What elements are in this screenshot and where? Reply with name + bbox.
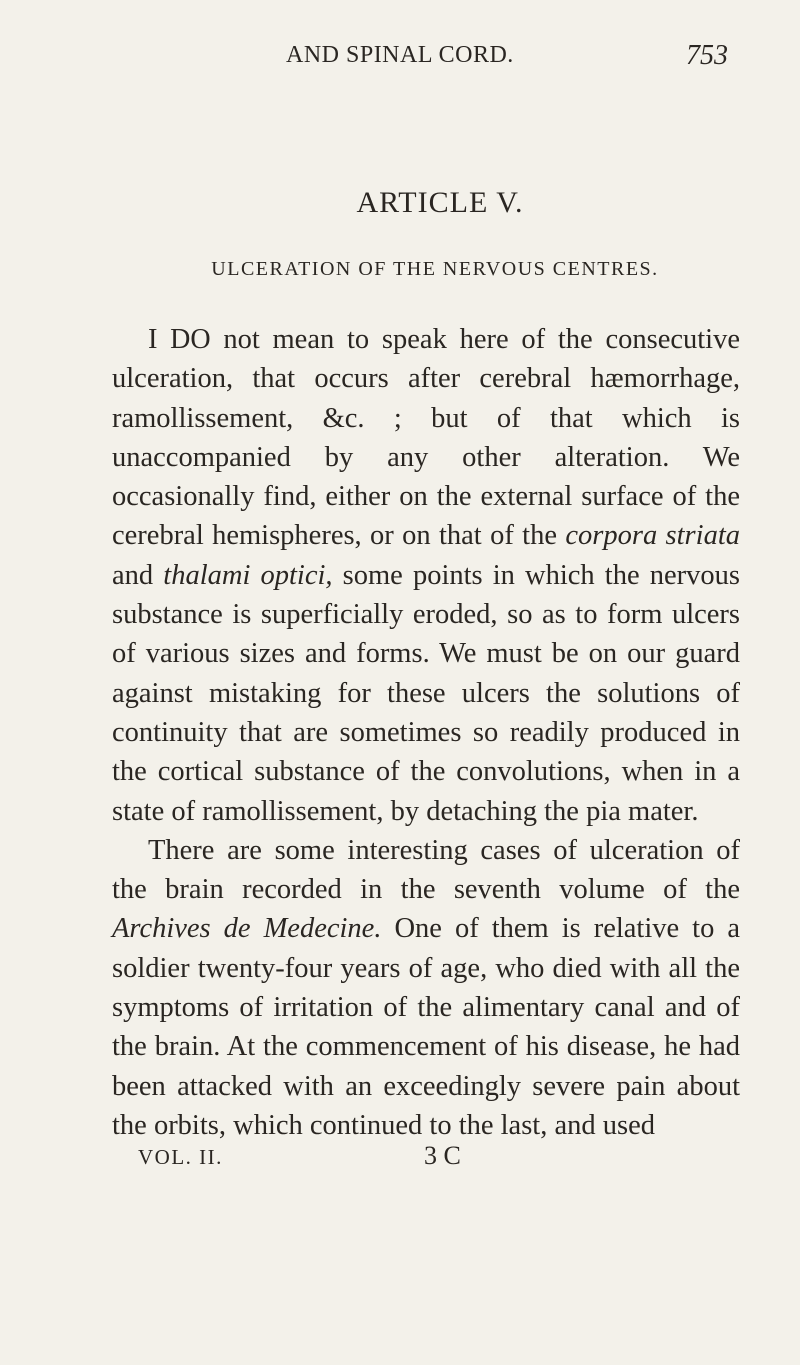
page-footer	[112, 1141, 740, 1185]
running-head	[112, 40, 740, 100]
paragraph-1-italic-1: corpora striata	[565, 520, 740, 552]
article-title: ARTICLE V.	[356, 186, 524, 219]
paragraph-1-text-3: some points in which the nervous substance is superficially eroded, so as to form ulcers of various sizes and forms. We must be on our guard against mistaking for these ulcers the solutions of continuity that are sometimes so readily produced in the cortical substance of the convolutions, when in a state of ramollissement, by detaching the pia mater.	[112, 559, 740, 827]
paragraph-2-italic-1: Archives de Medecine.	[112, 913, 382, 945]
paragraph-1-text-1: not mean to speak here of the consecutive ulceration, that occurs after cerebral hæmorrhage, ramollissement, &c. ; but of that which is unaccompanied by any other alteration. We occasionally find, either on the external surface of the cerebral hemispheres, or on that of the	[112, 324, 740, 552]
article-subtitle: ULCERATION OF THE NERVOUS CENTRES.	[211, 258, 659, 280]
paragraph-1-italic-2: thalami optici,	[163, 559, 333, 591]
body-text	[112, 320, 740, 1145]
paragraph-2	[112, 831, 740, 1145]
signature-mark: 3 C	[424, 1141, 461, 1171]
page-number: 753	[686, 40, 728, 71]
paragraph-1-text-2: and	[112, 559, 164, 591]
paragraph-2-text-2: One of them is relative to a soldier twenty-four years of age, who died with all the symptoms of irritation of the alimentary canal and of the brain. At the commencement of his disease, he had been attacked with an exceedingly severe pain about the orbits, which continued to the last, and used	[112, 913, 740, 1141]
paragraph-1	[112, 320, 740, 831]
running-title: AND SPINAL CORD.	[286, 42, 514, 68]
drop-letter: I	[148, 324, 158, 355]
paragraph-2-text-1: There are some interesting cases of ulceration of the brain recorded in the seventh volume of the	[112, 834, 740, 906]
volume-label: VOL. II.	[138, 1145, 223, 1170]
smallcaps-word: DO	[157, 324, 211, 355]
